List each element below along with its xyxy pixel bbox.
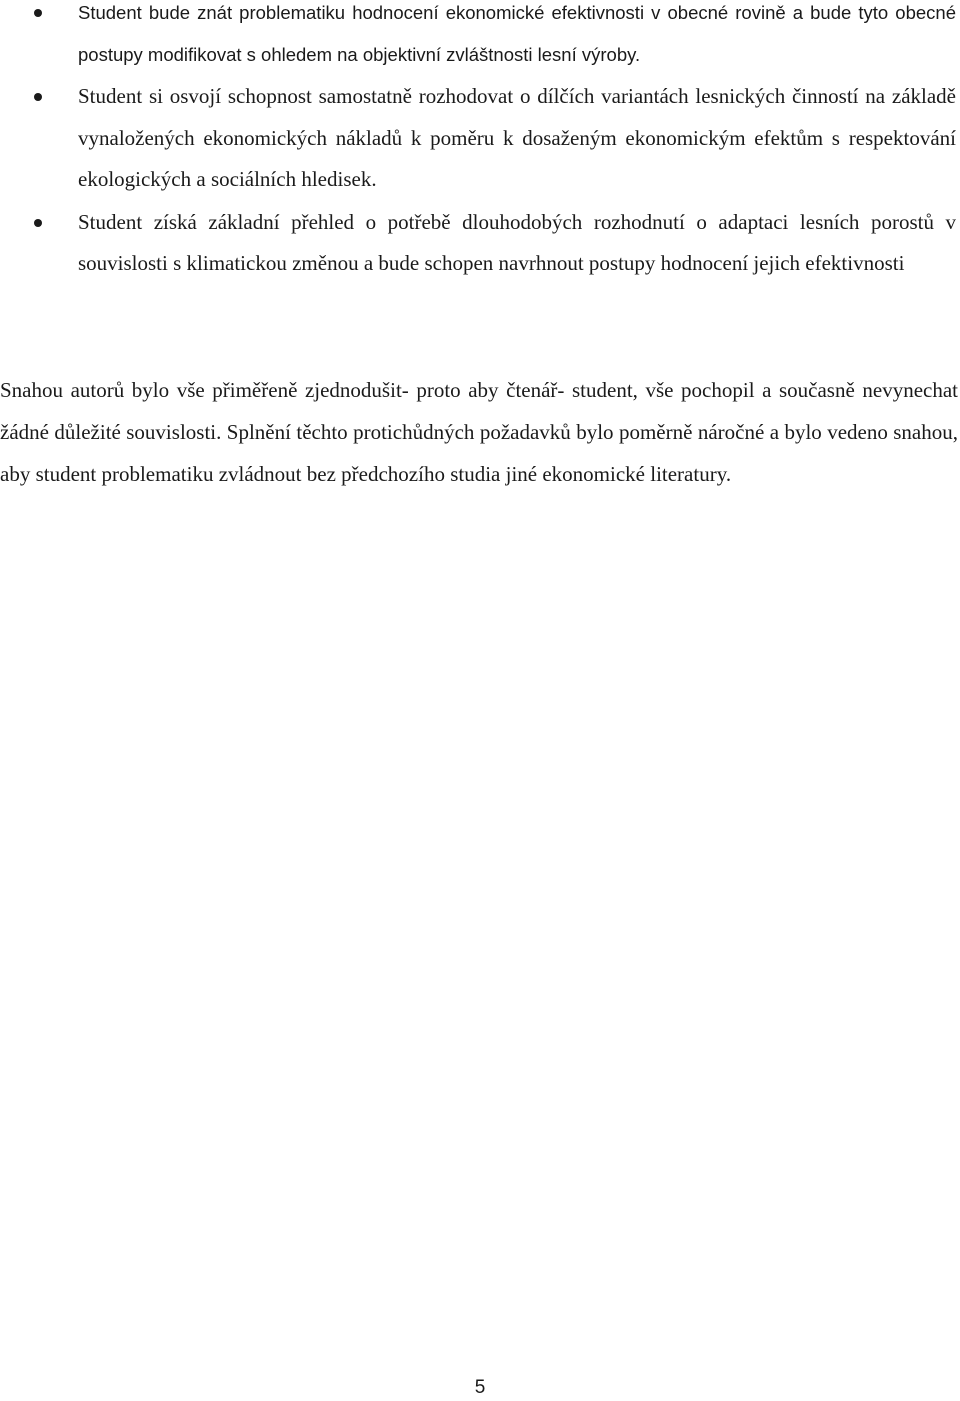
objectives-list xyxy=(0,0,960,286)
list-item xyxy=(0,0,960,75)
list-item-text: Student získá základní přehled o potřebě dlouhodobých rozhodnutí o adaptaci lesních porostů v souvislosti s klimatickou změnou a bude schopen navrhnout postupy hodnocení jejich efektivnosti xyxy=(78,209,956,275)
list-item-text: Student si osvojí schopnost samostatně rozhodovat o dílčích variantách lesnických činností na základě vynaložených ekonomických nákladů k poměru k dosaženým ekonomickým efektům s respektování ekologických a sociálních hledisek. xyxy=(78,84,956,191)
bullet-icon xyxy=(34,219,42,227)
body-paragraph: Snahou autorů bylo vše přiměřeně zjednodušit- proto aby čtenář- student, vše pochopil a současně nevynechat žádné důležité souvislosti. Splnění těchto protichůdných požadavků bylo poměrně náročné a bylo vedeno snahou, aby student problematiku zvládnout bez předchozího studia jiné ekonomické literatury. xyxy=(0,378,958,486)
bullet-icon xyxy=(34,9,42,17)
page-number: 5 xyxy=(474,1377,486,1398)
list-item xyxy=(0,202,960,285)
list-item xyxy=(0,76,960,201)
bullet-icon xyxy=(34,93,42,101)
list-item-text: Student bude znát problematiku hodnocení ekonomické efektivnosti v obecné rovině a bude tyto obecné postupy modifikovat s ohledem na objektivní zvláštnosti lesní výroby. xyxy=(78,2,956,65)
